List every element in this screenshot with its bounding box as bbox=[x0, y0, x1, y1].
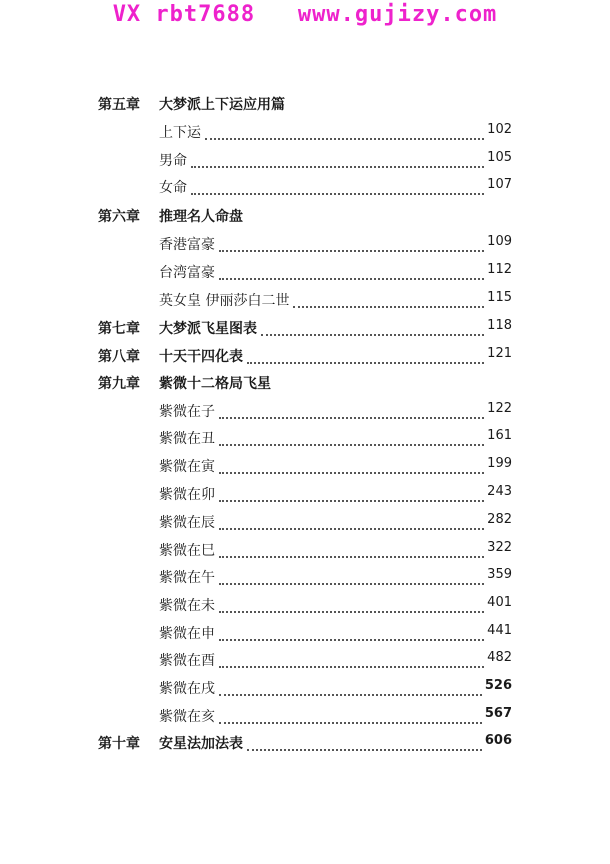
toc-entry-row[interactable] bbox=[0, 147, 610, 171]
dot-leader bbox=[205, 124, 484, 140]
toc-chapter-row[interactable] bbox=[0, 315, 610, 339]
dot-leader bbox=[219, 708, 482, 724]
dot-leader bbox=[219, 264, 484, 280]
toc-chapter-row[interactable] bbox=[0, 343, 610, 367]
toc-entry-row[interactable] bbox=[0, 703, 610, 727]
entry-title: 台湾富豪 bbox=[159, 262, 217, 282]
chapter-number: 第七章 bbox=[98, 321, 140, 337]
entry-title: 香港富豪 bbox=[159, 234, 217, 254]
dot-leader bbox=[247, 735, 482, 751]
chapter-title: 大梦派上下运应用篇 bbox=[159, 94, 287, 114]
page-number: 112 bbox=[487, 262, 512, 277]
toc-entry-row[interactable] bbox=[0, 174, 610, 198]
page-number: 109 bbox=[487, 234, 512, 249]
chapter-title: 推理名人命盘 bbox=[159, 206, 245, 226]
page-number: 567 bbox=[484, 706, 512, 721]
toc-chapter-row[interactable] bbox=[0, 370, 610, 394]
dot-leader bbox=[191, 152, 484, 168]
entry-title: 紫微在酉 bbox=[159, 650, 217, 670]
page-number: 107 bbox=[487, 177, 512, 192]
toc-chapter-row[interactable] bbox=[0, 203, 610, 227]
toc-entry-row[interactable] bbox=[0, 564, 610, 588]
dot-leader bbox=[247, 348, 484, 364]
page-number: 161 bbox=[487, 428, 512, 443]
toc-chapter-row[interactable] bbox=[0, 91, 610, 115]
toc-entry-row[interactable] bbox=[0, 592, 610, 616]
toc-entry-row[interactable] bbox=[0, 675, 610, 699]
toc-chapter-row[interactable] bbox=[0, 730, 610, 754]
dot-leader bbox=[261, 320, 484, 336]
entry-title: 紫微在丑 bbox=[159, 428, 217, 448]
page-number: 606 bbox=[484, 733, 512, 748]
page-number: 322 bbox=[487, 540, 512, 555]
chapter-number: 第十章 bbox=[98, 736, 140, 752]
entry-title: 紫微在申 bbox=[159, 623, 217, 643]
page-number: 105 bbox=[487, 150, 512, 165]
toc-entry-row[interactable] bbox=[0, 620, 610, 644]
dot-leader bbox=[219, 236, 484, 252]
chapter-number: 第八章 bbox=[98, 349, 140, 365]
page-number: 122 bbox=[487, 401, 512, 416]
toc-entry-row[interactable] bbox=[0, 425, 610, 449]
dot-leader bbox=[219, 486, 484, 502]
entry-title: 上下运 bbox=[159, 122, 203, 142]
dot-leader bbox=[219, 569, 484, 585]
toc-entry-row[interactable] bbox=[0, 453, 610, 477]
entry-title: 英女皇 伊丽莎白二世 bbox=[159, 290, 291, 310]
page-number: 282 bbox=[487, 512, 512, 527]
dot-leader bbox=[219, 625, 484, 641]
entry-title: 紫微在午 bbox=[159, 567, 217, 587]
page-number: 243 bbox=[487, 484, 512, 499]
chapter-number: 第六章 bbox=[98, 209, 140, 225]
toc-entry-row[interactable] bbox=[0, 509, 610, 533]
dot-leader bbox=[219, 403, 484, 419]
dot-leader bbox=[219, 458, 484, 474]
dot-leader bbox=[219, 430, 484, 446]
chapter-title: 大梦派飞星图表 bbox=[159, 318, 259, 338]
entry-title: 紫微在子 bbox=[159, 401, 217, 421]
toc-entry-row[interactable] bbox=[0, 647, 610, 671]
page-number: 199 bbox=[487, 456, 512, 471]
dot-leader bbox=[219, 652, 484, 668]
page-number: 359 bbox=[487, 567, 512, 582]
toc-entry-row[interactable] bbox=[0, 287, 610, 311]
page-number: 115 bbox=[487, 290, 512, 305]
entry-title: 紫微在寅 bbox=[159, 456, 217, 476]
toc-entry-row[interactable] bbox=[0, 259, 610, 283]
page-number: 441 bbox=[487, 623, 512, 638]
page-number: 118 bbox=[487, 318, 512, 333]
page-number: 482 bbox=[487, 650, 512, 665]
dot-leader bbox=[219, 597, 484, 613]
entry-title: 紫微在亥 bbox=[159, 706, 217, 726]
entry-title: 紫微在未 bbox=[159, 595, 217, 615]
page-number: 526 bbox=[484, 678, 512, 693]
dot-leader bbox=[219, 542, 484, 558]
toc-entry-row[interactable] bbox=[0, 231, 610, 255]
toc-entry-row[interactable] bbox=[0, 481, 610, 505]
chapter-number: 第九章 bbox=[98, 376, 140, 392]
entry-title: 紫微在卯 bbox=[159, 484, 217, 504]
page-number: 102 bbox=[487, 122, 512, 137]
chapter-title: 十天干四化表 bbox=[159, 346, 245, 366]
toc-entry-row[interactable] bbox=[0, 119, 610, 143]
entry-title: 紫微在戌 bbox=[159, 678, 217, 698]
dot-leader bbox=[191, 179, 484, 195]
dot-leader bbox=[219, 514, 484, 530]
page-number: 401 bbox=[487, 595, 512, 610]
entry-title: 紫微在辰 bbox=[159, 512, 217, 532]
dot-leader bbox=[219, 680, 482, 696]
dot-leader bbox=[293, 292, 484, 308]
entry-title: 女命 bbox=[159, 177, 189, 197]
entry-title: 男命 bbox=[159, 150, 189, 170]
entry-title: 紫微在巳 bbox=[159, 540, 217, 560]
toc-entry-row[interactable] bbox=[0, 537, 610, 561]
toc-entry-row[interactable] bbox=[0, 398, 610, 422]
chapter-number: 第五章 bbox=[98, 97, 140, 113]
chapter-title: 紫微十二格局飞星 bbox=[159, 373, 273, 393]
page-number: 121 bbox=[487, 346, 512, 361]
watermark-text: VX rbt7688 www.gujizy.com bbox=[112, 2, 498, 27]
chapter-title: 安星法加法表 bbox=[159, 733, 245, 753]
